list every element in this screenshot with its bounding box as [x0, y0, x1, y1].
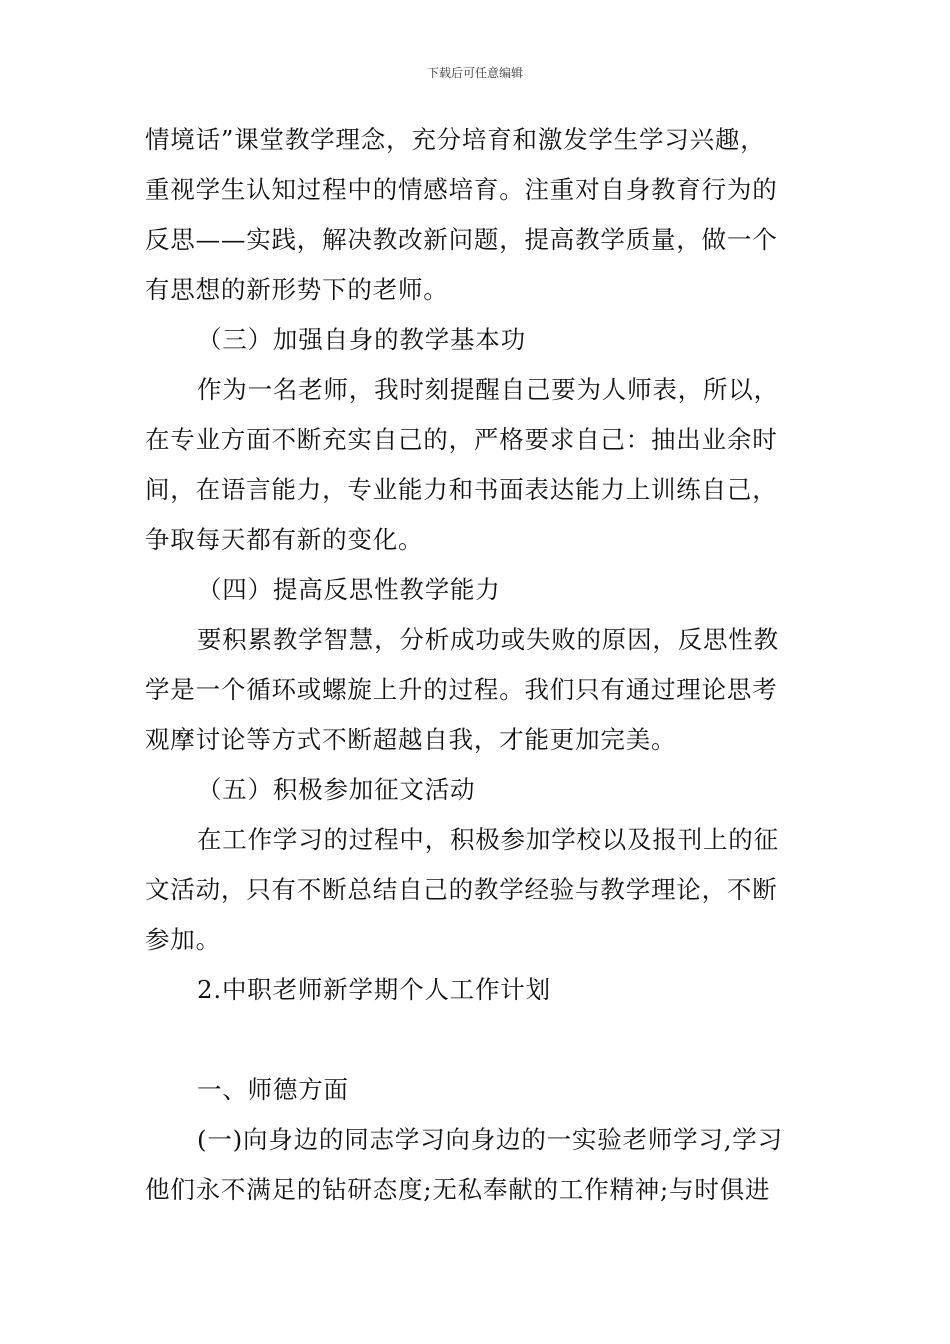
paragraph-line: 他们永不满足的钻研态度;无私奉献的工作精神;与时俱进 — [145, 1175, 771, 1204]
paragraph-line: 参加。 — [145, 925, 221, 954]
paragraph-line: 在专业方面不断充实自己的，严格要求自己：抽出业余时 — [145, 425, 778, 454]
paragraph-line: 文活动，只有不断总结自己的教学经验与教学理论，不断 — [145, 875, 778, 904]
paragraph-line: 有思想的新形势下的老师。 — [145, 275, 449, 304]
section-heading: （五）积极参加征文活动 — [197, 775, 476, 804]
paragraph-line: (一)向身边的同志学习向身边的一实验老师学习,学习 — [197, 1125, 783, 1154]
paragraph-line: 争取每天都有新的变化。 — [145, 525, 424, 554]
paragraph-line: 作为一名老师，我时刻提醒自己要为人师表，所以， — [197, 375, 779, 404]
paragraph-line: 间，在语言能力，专业能力和书面表达能力上训练自己， — [145, 475, 778, 504]
paragraph-line: 观摩讨论等方式不断超越自我，才能更加完美。 — [145, 725, 677, 754]
paragraph-line: 情境话”课堂教学理念，充分培育和激发学生学习兴趣， — [145, 125, 766, 154]
section-heading: （四）提高反思性教学能力 — [197, 575, 501, 604]
paragraph-line: 在工作学习的过程中，积极参加学校以及报刊上的征 — [197, 825, 779, 854]
paragraph-line: 反思——实践，解决教改新问题，提高教学质量，做一个 — [145, 225, 778, 254]
section-heading: （三）加强自身的教学基本功 — [197, 325, 526, 354]
section-heading: 一、师德方面 — [197, 1075, 349, 1104]
paragraph-line: 要积累教学智慧，分析成功或失败的原因，反思性教 — [197, 625, 779, 654]
document-title: 2.中职老师新学期个人工作计划 — [197, 975, 551, 1004]
paragraph-line: 学是一个循环或螺旋上升的过程。我们只有通过理论思考 — [145, 675, 778, 704]
paragraph-line: 重视学生认知过程中的情感培育。注重对自身教育行为的 — [145, 175, 778, 204]
page-header: 下载后可任意编辑 — [426, 66, 523, 80]
